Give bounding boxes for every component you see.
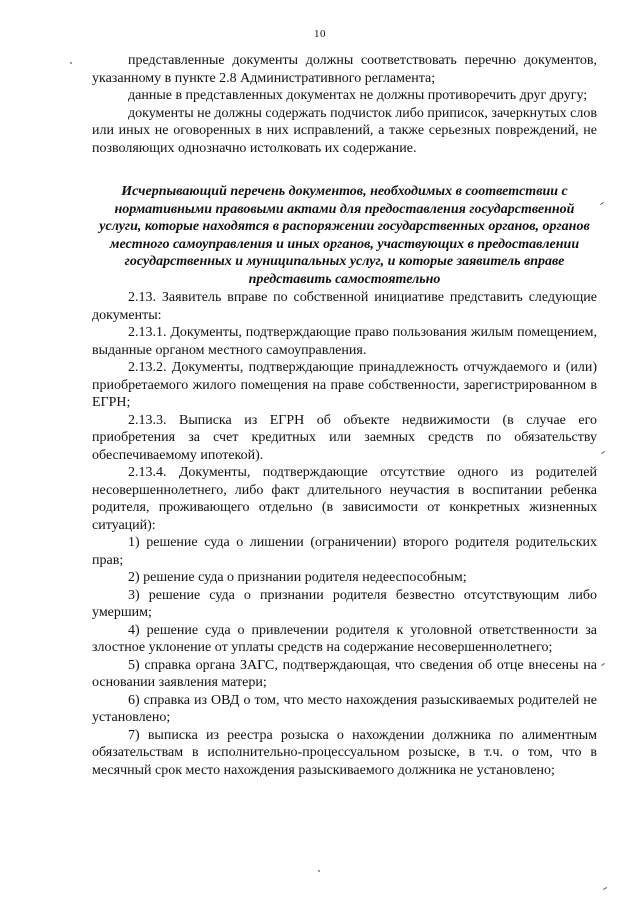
- paragraph-no-erasures: документы не должны содержать подчисток либо приписок, зачеркнутых слов или иных не оговоренных в них исправлений, а также серьезных повреждений, не позволяющих однозначно истолковать их содержание.: [92, 105, 597, 156]
- list-item-6: 6) справка из ОВД о том, что место нахождения разыскиваемых родителей не установлено;: [92, 692, 597, 725]
- scan-mark: [601, 663, 605, 666]
- scan-speck: [70, 62, 72, 64]
- list-item-5: 5) справка органа ЗАГС, подтверждающая, что сведения об отце внесены на основании заявления матери;: [92, 657, 597, 690]
- page-number: 10: [314, 28, 326, 40]
- list-item-1: 1) решение суда о лишении (ограничении) второго родителя родительских прав;: [92, 535, 597, 568]
- list-item-4: 4) решение суда о привлечении родителя к уголовной ответственности за злостное уклонение от уплаты средств на содержание несовершеннолетнего;: [92, 622, 597, 655]
- scan-mark: [603, 887, 607, 890]
- paragraph-2-13-4: 2.13.4. Документы, подтверждающие отсутствие одного из родителей несовершеннолетнего, либо факт длительного неучастия в воспитании ребенка родителя, проживающего отдельно (в зависимости от конкретных жизненных ситуаций):: [92, 465, 597, 533]
- scan-speck: [318, 870, 320, 872]
- list-item-2: 2) решение суда о признании родителя недееспособным;: [128, 570, 467, 585]
- paragraph-2-13-1: 2.13.1. Документы, подтверждающие право пользования жилым помещением, выданные органом местного самоуправления.: [92, 325, 597, 358]
- list-item-7: 7) выписка из реестра розыска о нахождении должника по алиментным обязательствам в исполнительно-процессуальном розыске, в т.ч. о том, что в месячный срок место нахождения разыскиваемого должника не установлено;: [92, 727, 597, 778]
- section-heading: Исчерпывающий перечень документов, необходимых в соответствии с нормативными правовыми актами для предоставления государственной услуги, которые находятся в распоряжении государственных органов, органов местного самоуправления и иных органов, участвующих в предоставлении государственных и муниципальных услуг, и которые заявитель вправе представить самостоятельно: [99, 184, 590, 287]
- paragraph-2-13-2: 2.13.2. Документы, подтверждающие принадлежность отчуждаемого и (или) приобретаемого жилого помещения на праве собственности, зарегистрированном в ЕГРН;: [92, 360, 597, 410]
- paragraph-2-13-3: 2.13.3. Выписка из ЕГРН об объекте недвижимости (в случае его приобретения за счет кредитных или заемных средств по обязательству обеспечиваемому ипотекой).: [92, 412, 597, 463]
- scan-mark: [601, 451, 605, 454]
- list-item-3: 3) решение суда о признании родителя безвестно отсутствующим либо умершим;: [92, 587, 597, 620]
- page-body: [92, 52, 597, 779]
- paragraph-2-13: 2.13. Заявитель вправе по собственной инициативе представить следующие документы:: [92, 290, 597, 323]
- paragraph-no-contradictions: данные в представленных документах не должны противоречить друг другу;: [128, 88, 588, 103]
- scan-mark: [600, 202, 604, 205]
- paragraph-documents-match-list: представленные документы должны соответствовать перечню документов, указанному в пункте 2.8 Административного регламента;: [92, 53, 597, 86]
